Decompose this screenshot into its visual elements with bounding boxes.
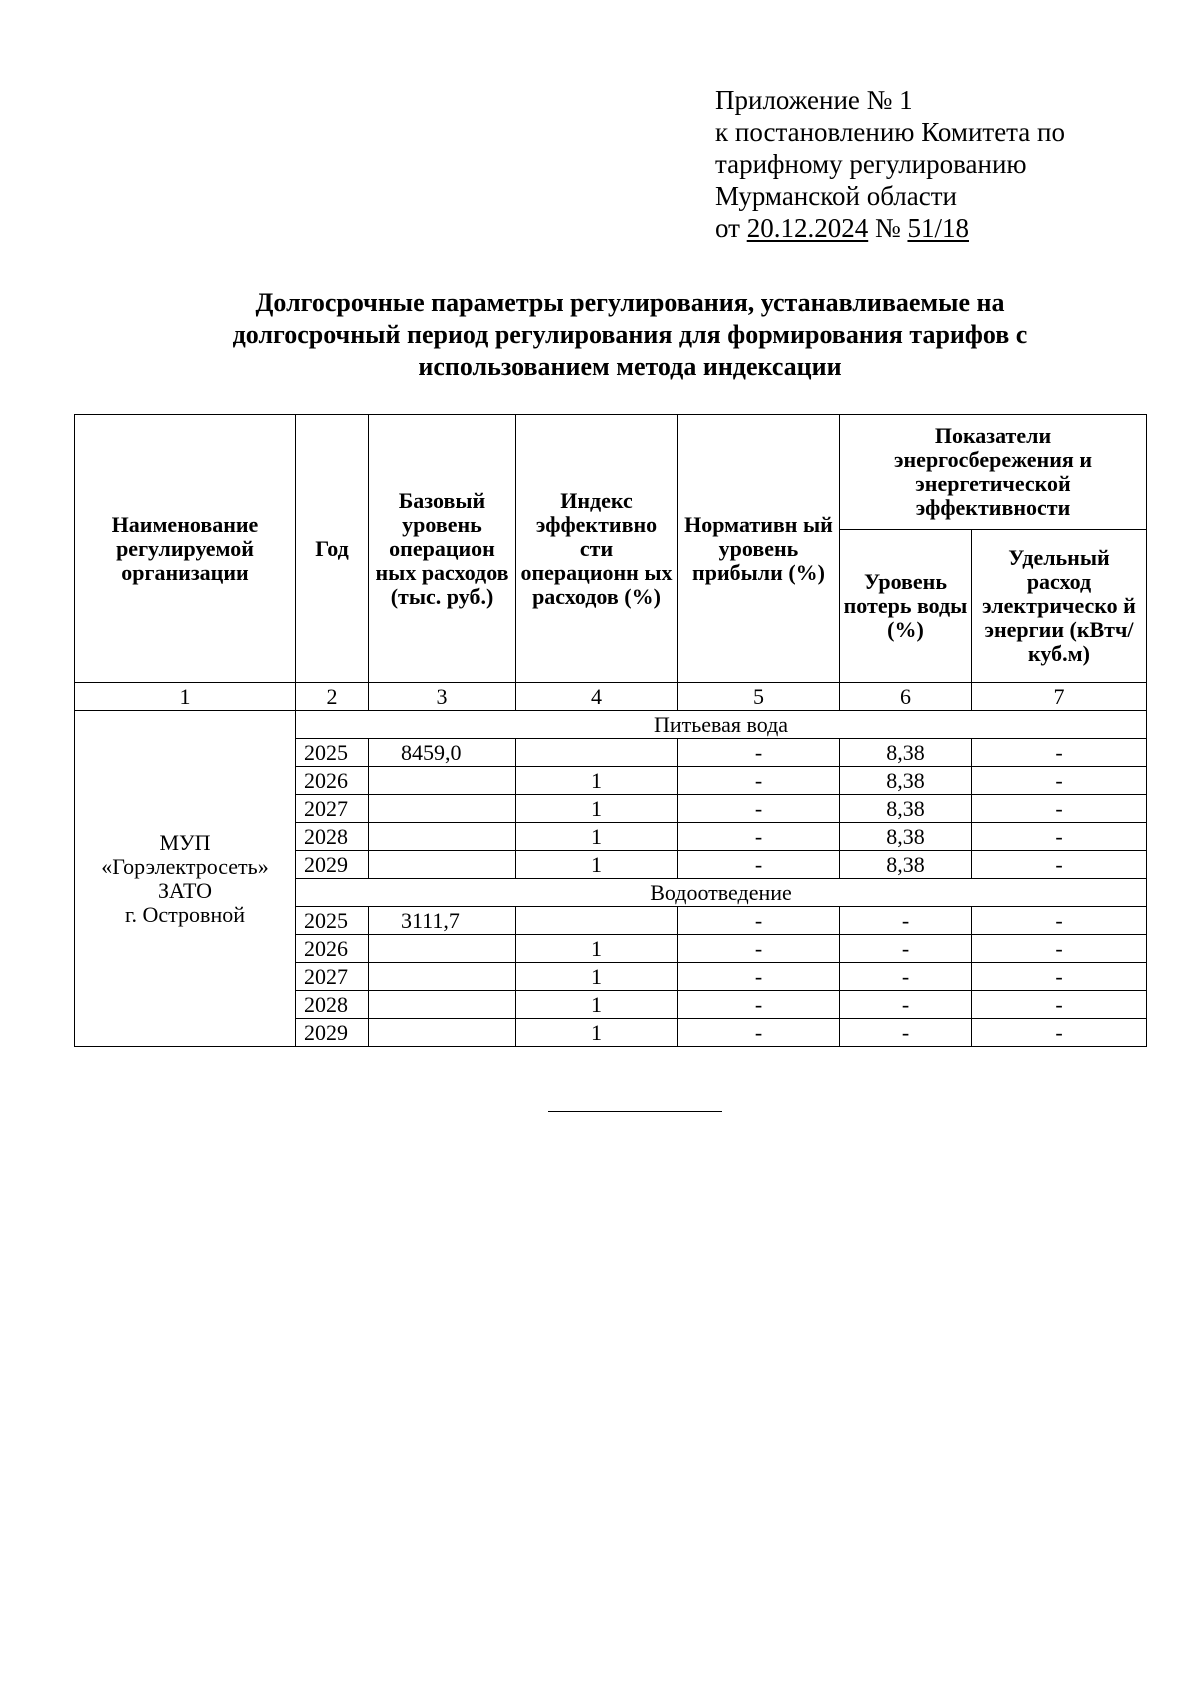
header-efficiency-index: Индекс эффективно сти операционн ых расходов (%) [516,415,678,683]
specific-consumption-cell: - [972,991,1147,1019]
specific-consumption-cell: - [972,739,1147,767]
year-cell: 2025 [296,739,369,767]
number-prefix: № [874,213,901,243]
efficiency-index-cell: 1 [516,1019,678,1047]
water-losses-cell: 8,38 [840,767,972,795]
efficiency-index-cell [516,739,678,767]
column-number: 6 [840,683,972,711]
parameters-table [74,414,1147,1047]
header-org: Наименование регулируемой организации [75,415,296,683]
efficiency-index-cell: 1 [516,851,678,879]
column-number: 7 [972,683,1147,711]
year-cell: 2027 [296,795,369,823]
specific-consumption-cell: - [972,907,1147,935]
appendix-line-2: к постановлению Комитета по [715,117,1065,147]
organization-line: г. Островной [124,901,245,927]
appendix-line-1: Приложение № 1 [715,85,913,115]
specific-consumption-cell: - [972,767,1147,795]
organization-line: «Горэлектросеть» [101,853,269,879]
water-losses-cell: 8,38 [840,851,972,879]
profit-level-cell: - [678,767,840,795]
water-losses-cell: - [840,935,972,963]
water-losses-cell: 8,38 [840,739,972,767]
section-title: Водоотведение [296,879,1147,907]
water-losses-cell: - [840,1019,972,1047]
column-number: 3 [369,683,516,711]
year-cell: 2029 [296,1019,369,1047]
efficiency-index-cell: 1 [516,823,678,851]
base-opex-cell [369,823,516,851]
efficiency-index-cell: 1 [516,935,678,963]
profit-level-cell: - [678,907,840,935]
profit-level-cell: - [678,991,840,1019]
profit-level-cell: - [678,795,840,823]
appendix-line-3: тарифному регулированию [715,149,1027,179]
organization-line: ЗАТО [157,877,212,903]
column-numbers-row [75,683,1147,711]
resolution-number: 51/18 [907,213,969,243]
efficiency-index-cell: 1 [516,767,678,795]
efficiency-index-cell: 1 [516,795,678,823]
section-title: Питьевая вода [296,711,1147,739]
base-opex-cell [369,935,516,963]
specific-consumption-cell: - [972,795,1147,823]
specific-consumption-cell: - [972,963,1147,991]
water-losses-cell: 8,38 [840,795,972,823]
title-line-3: использованием метода индексации [418,352,842,381]
column-number: 5 [678,683,840,711]
specific-consumption-cell: - [972,1019,1147,1047]
specific-consumption-cell: - [972,823,1147,851]
header-water-losses: Уровень потерь воды (%) [840,530,972,683]
section-row [75,711,1147,739]
year-cell: 2025 [296,907,369,935]
year-cell: 2027 [296,963,369,991]
header-row-1 [75,415,1147,530]
organization-line: МУП [159,829,211,855]
year-cell: 2026 [296,935,369,963]
header-specific-consumption: Удельный расход электрическо й энергии (кВтч/куб.м) [972,530,1147,683]
appendix-line-4: Мурманской области [715,181,957,211]
base-opex-cell [369,795,516,823]
column-number: 4 [516,683,678,711]
profit-level-cell: - [678,823,840,851]
appendix-date-line [715,212,1065,244]
title-line-1: Долгосрочные параметры регулирования, устанавливаемые на [255,288,1005,317]
base-opex-cell [369,1019,516,1047]
efficiency-index-cell [516,907,678,935]
date-prefix: от [715,213,740,243]
water-losses-cell: - [840,907,972,935]
water-losses-cell: - [840,991,972,1019]
organization-cell [75,711,296,1047]
profit-level-cell: - [678,851,840,879]
efficiency-index-cell: 1 [516,991,678,1019]
base-opex-cell [369,767,516,795]
base-opex-cell [369,851,516,879]
specific-consumption-cell: - [972,935,1147,963]
end-separator-line [548,1111,722,1112]
profit-level-cell: - [678,739,840,767]
appendix-block [715,84,1065,244]
title-line-2: долгосрочный период регулирования для формирования тарифов с [232,320,1028,349]
document-title [120,287,1140,383]
specific-consumption-cell: - [972,851,1147,879]
column-number: 1 [75,683,296,711]
profit-level-cell: - [678,1019,840,1047]
profit-level-cell: - [678,935,840,963]
water-losses-cell: - [840,963,972,991]
base-opex-cell [369,963,516,991]
year-cell: 2026 [296,767,369,795]
year-cell: 2029 [296,851,369,879]
resolution-date: 20.12.2024 [746,213,869,243]
water-losses-cell: 8,38 [840,823,972,851]
base-opex-cell: 8459,0 [369,739,516,767]
year-cell: 2028 [296,823,369,851]
header-energy-group: Показатели энергосбережения и энергетической эффективности [840,415,1147,530]
header-profit-level: Нормативн ый уровень прибыли (%) [678,415,840,683]
base-opex-cell: 3111,7 [369,907,516,935]
profit-level-cell: - [678,963,840,991]
header-base-opex: Базовый уровень операцион ных расходов (тыс. руб.) [369,415,516,683]
column-number: 2 [296,683,369,711]
base-opex-cell [369,991,516,1019]
header-year: Год [296,415,369,683]
year-cell: 2028 [296,991,369,1019]
efficiency-index-cell: 1 [516,963,678,991]
